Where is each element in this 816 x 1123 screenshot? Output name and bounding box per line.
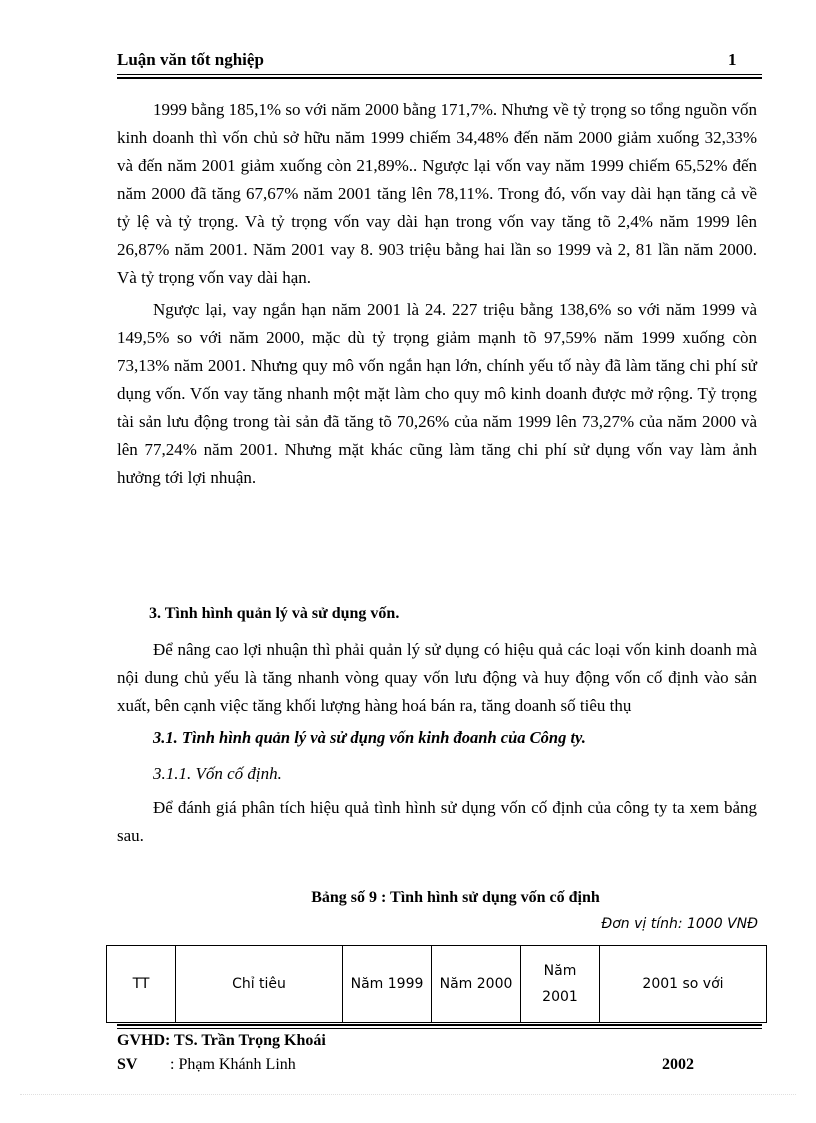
paragraph-2: Ngược lại, vay ngắn hạn năm 2001 là 24. 227 triệu bằng 138,6% so với năm 1999 và 149,5% so với năm 2000, mặc dù tỷ trọng giảm mạnh tõ 97,59% năm 1999 xuống còn 73,13% năm 2001. Nhưng quy mô vốn ngắn hạn lớn, chính yếu tố này đã làm tăng chi phí sử dụng vốn. Vốn vay tăng nhanh một mặt làm cho quy mô kinh doanh được mở rộng. Tỷ trọng tài sản lưu động trong tài sản đã tăng tõ 70,26% của năm 1999 lên 73,27% của năm 2000 và lên 77,24% năm 2001. Nhưng mặt khác cũng làm tăng chi phí sử dụng vốn vay làm ảnh hưởng tới lợi nhuận. [117, 300, 757, 487]
body-top [117, 96, 757, 492]
section-3-heading: 3. Tình hình quản lý và sử dụng vốn. [149, 605, 400, 622]
col-2001-label: Năm 2001 [542, 963, 578, 1005]
section-3 [117, 600, 757, 850]
paragraph-1: 1999 bằng 185,1% so với năm 2000 bằng 171,7%. Nhưng về tỷ trọng so tổng nguồn vốn kinh doanh thì vốn chủ sở hữu năm 1999 chiếm 34,48% đến năm 2000 giảm xuống 32,33% và đến năm 2001 giảm xuống còn 21,89%.. Ngược lại vốn vay năm 1999 chiếm 65,52% đến năm 2000 đã tăng 67,67% năm 2001 tăng lên 78,11%. Trong đó, vốn vay dài hạn tăng cả về tỷ lệ và tỷ trọng. Và tỷ trọng vốn vay dài hạn trong vốn vay tăng tõ 2,4% năm 1999 lên 26,87% năm 2001. Năm 2001 vay 8. 903 triệu bằng hai lần so 1999 và 2, 81 lần năm 2000. Và tỷ trọng vốn vay dài hạn. [117, 100, 757, 287]
footer-rule-bottom [117, 1028, 762, 1029]
col-compare: 2001 so với [600, 946, 767, 1023]
footer-year: 2002 [662, 1056, 694, 1073]
section-3-1-1-heading: 3.1.1. Vốn cố định. [153, 764, 282, 783]
col-1999: Năm 1999 [343, 946, 432, 1023]
capital-table [106, 945, 767, 1023]
table-header-row [107, 946, 767, 1023]
header-rule-bottom [117, 77, 762, 79]
page-number: 1 [728, 50, 737, 69]
page-bottom-divider [20, 1094, 796, 1095]
col-2001 [521, 946, 600, 1023]
header-rule-top [117, 74, 762, 75]
footer-advisor: GVHD: TS. Trần Trọng Khoái [117, 1032, 326, 1049]
table-title: Bảng số 9 : Tình hình sử dụng vốn cố định [311, 889, 600, 906]
footer-student-label: SV [117, 1056, 138, 1073]
section-3-paragraph: Để nâng cao lợi nhuận thì phải quản lý sử dụng có hiệu quả các loại vốn kinh doanh mà nội dung chủ yếu là tăng nhanh vòng quay vốn lưu động và huy động vốn cố định vào sản xuất, bên cạnh việc tăng khối lượng hàng hoá bán ra, tăng doanh số tiêu thụ [117, 640, 757, 715]
footer-student-name: : Phạm Khánh Linh [170, 1056, 296, 1073]
col-indicator: Chỉ tiêu [176, 946, 343, 1023]
col-2000: Năm 2000 [432, 946, 521, 1023]
section-3-1-heading: 3.1. Tình hình quản lý và sử dụng vốn kinh đoanh của Công ty. [153, 728, 586, 747]
header-title: Luận văn tốt nghiệp [117, 50, 264, 69]
table-unit: Đơn vị tính: 1000 VNĐ [601, 916, 758, 932]
section-3-1-1-paragraph: Để đánh giá phân tích hiệu quả tình hình sử dụng vốn cố định của công ty ta xem bảng sau. [117, 798, 757, 845]
footer-rule-top [117, 1024, 762, 1026]
col-tt: TT [107, 946, 176, 1023]
